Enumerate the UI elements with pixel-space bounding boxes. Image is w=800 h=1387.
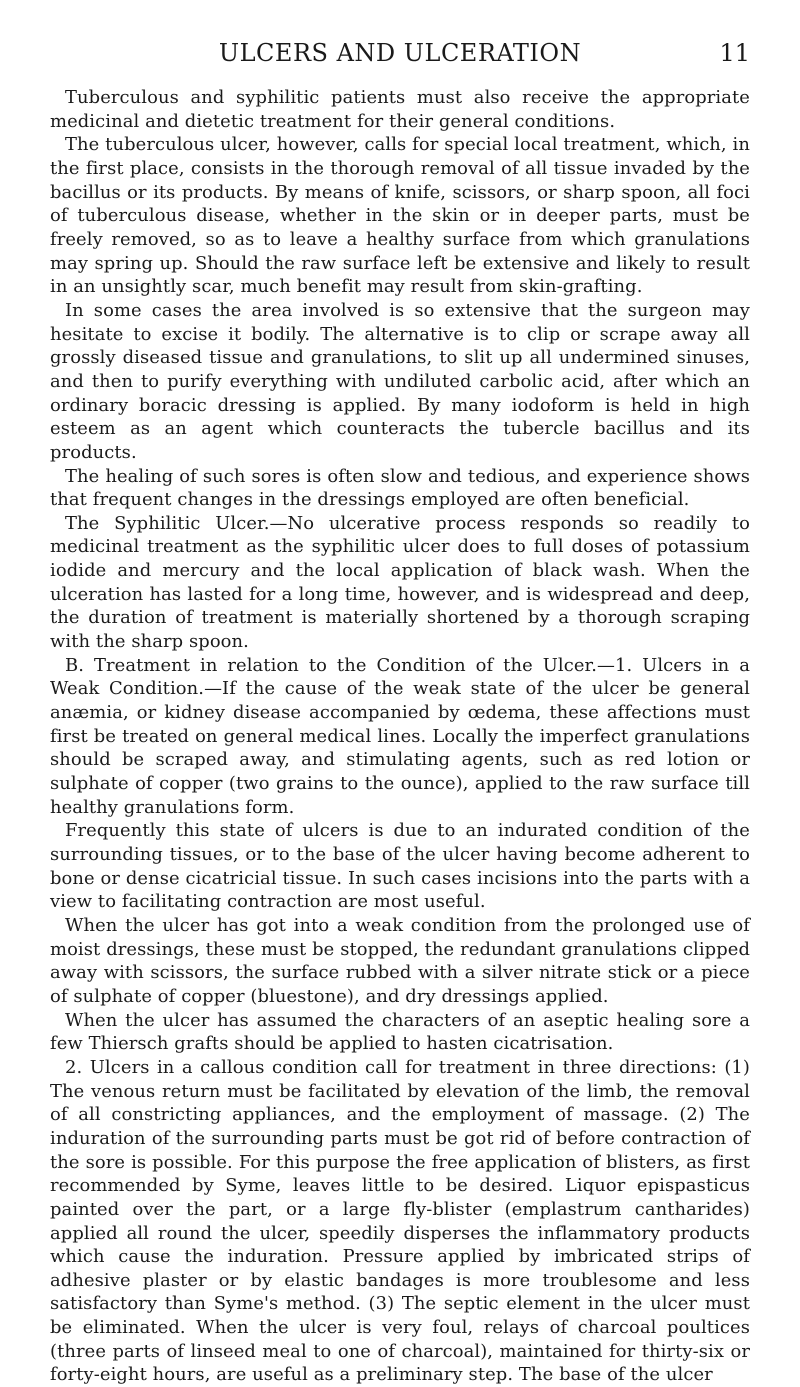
paragraph-general-treatment: Tuberculous and syphilitic patients must also receive the appropriate medicinal and dietetic treatment for their general conditions. (50, 87, 750, 132)
paragraph-weak-condition: B. Treatment in relation to the Condition of the Ulcer.—1. Ulcers in a Weak Condition.—If the cause of the weak state of the ulcer be general anæmia, or kidney disease accompanied by œdema, these affections must first be treated on general medical lines. Locally the imperfect granulations should be scraped away, and stimulating agents, such as red lotion or sulphate of copper (two grains to the ounce), applied to the raw surface till healthy granulations form. (50, 654, 750, 818)
page-number: 11 (719, 39, 750, 67)
paragraph-indurated-condition: Frequently this state of ulcers is due to an indurated condition of the surrounding tissues, or to the base of the ulcer having become adherent to bone or dense cicatricial tissue. In such cases incisions into the parts with a view to facilitating contraction are most useful. (50, 820, 750, 913)
paragraph-callous-condition: 2. Ulcers in a callous condition call for treatment in three directions: (1) The venous return must be facilitated by elevation of the limb, the removal of all constricting appliances, and the employment of massage. (2) The induration of the surrounding parts must be got rid of before contraction of the sore is possible. For this purpose the free application of blisters, as first recommended by Syme, leaves little to be desired. Liquor epispasticus painted over the part, or a large fly-blister (emplastrum cantharides) applied all round the ulcer, speedily disperses the inflammatory products which cause the induration. Pressure applied by imbricated strips of adhesive plaster or by elastic bandages is more troublesome and less satisfactory than Syme's method. (3) The septic element in the ulcer must be eliminated. When the ulcer is very foul, relays of charcoal poultices (three parts of linseed meal to one of charcoal), maintained for thirty-six or forty-eight hours, are useful as a preliminary step. The base of the ulcer (50, 1056, 750, 1386)
page-header (50, 36, 750, 70)
paragraph-thiersch-grafts: When the ulcer has assumed the characters of an aseptic healing sore a few Thiersch grafts should be applied to hasten cicatrisation. (50, 1009, 750, 1055)
paragraph-healing: The healing of such sores is often slow and tedious, and experience shows that frequent changes in the dressings employed are often beneficial. (50, 465, 750, 511)
paragraph-moist-dressings: When the ulcer has got into a weak condition from the prolonged use of moist dressings, these must be stopped, the redundant granulations clipped away with scissors, the surface rubbed with a silver nitrate stick or a piece of sulphate of copper (bluestone), and dry dressings applied. (50, 914, 750, 1007)
running-title: ULCERS AND ULCERATION (218, 39, 582, 67)
paragraph-tuberculous-ulcer: The tuberculous ulcer, however, calls for special local treatment, which, in the first place, consists in the thorough removal of all tissue invaded by the bacillus or its products. By means of knife, scissors, or sharp spoon, all foci of tuberculous disease, whether in the skin or in deeper parts, must be freely removed, so as to leave a healthy surface from which granulations may spring up. Should the raw surface left be extensive and likely to result in an unsightly scar, much benefit may result from skin-grafting. (50, 134, 750, 298)
paragraph-extensive-area: In some cases the area involved is so extensive that the surgeon may hesitate to excise it bodily. The alternative is to clip or scrape away all grossly diseased tissue and granulations, to slit up all undermined sinuses, and then to purify everything with undiluted carbolic acid, after which an ordinary boracic dressing is applied. By many iodoform is held in high esteem as an agent which counteracts the tubercle bacillus and its products. (50, 299, 750, 463)
paragraph-syphilitic-ulcer: The Syphilitic Ulcer.—No ulcerative process responds so readily to medicinal treatment as the syphilitic ulcer does to full doses of potassium iodide and mercury and the local application of black wash. When the ulceration has lasted for a long time, however, and is widespread and deep, the duration of treatment is materially shortened by a thorough scraping with the sharp spoon. (50, 512, 750, 653)
body-text (50, 86, 750, 1387)
